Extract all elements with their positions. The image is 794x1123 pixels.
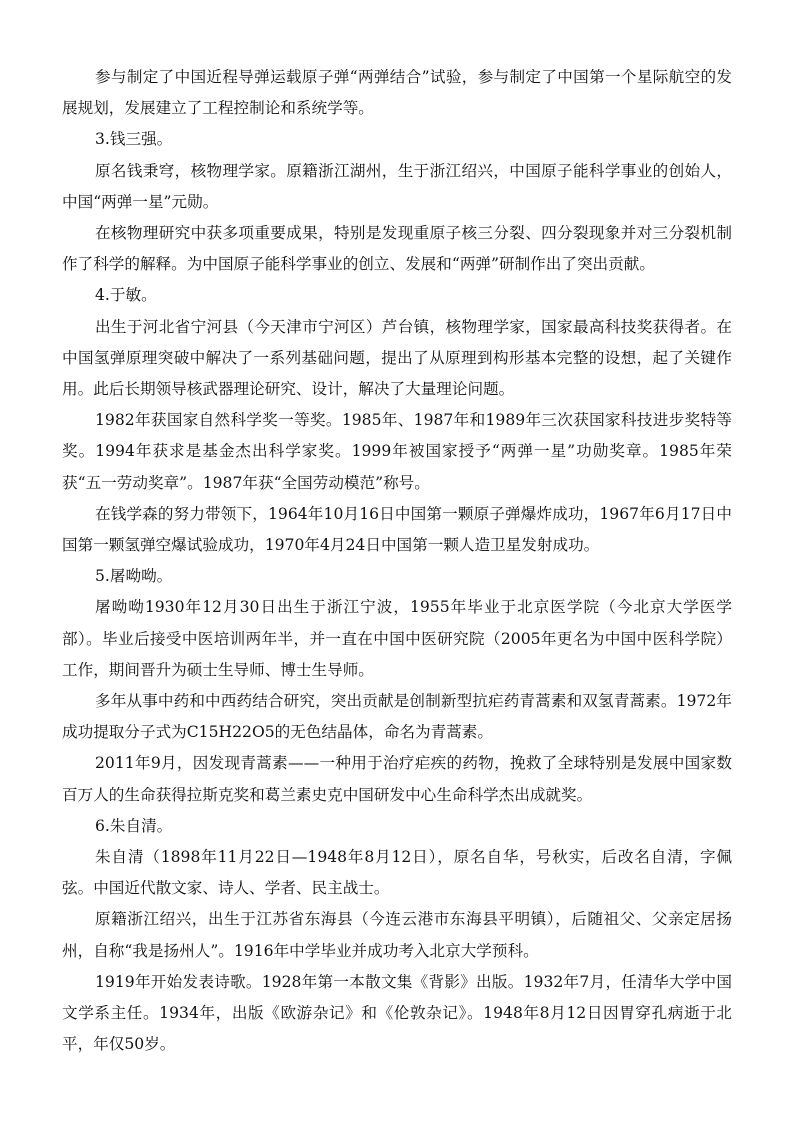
- paragraph-qian-xuesen-contributions: 参与制定了中国近程导弹运载原子弹“两弹结合”试验，参与制定了中国第一个星际航空的发展规划，发展建立了工程控制论和系统学等。: [62, 68, 732, 118]
- heading-zhu-ziqing: 6.朱自清。: [95, 816, 173, 835]
- paragraph-qian-sanqiang-bio: 原名钱秉穹，核物理学家。原籍浙江湖州，生于浙江绍兴，中国原子能科学事业的创始人，中国“两弹一星”元勋。: [62, 161, 732, 211]
- document-page: [62, 62, 732, 1061]
- heading-yu-min: 4.于敏。: [95, 286, 157, 305]
- heading-qian-sanqiang: 3.钱三强。: [95, 130, 173, 149]
- paragraph-yu-min-awards: 1982年获国家自然科学奖一等奖。1985年、1987年和1989年三次获国家科技进步奖特等奖。1994年获求是基金杰出科学家奖。1999年被国家授予“两弹一星”功勋奖章。1985年荣获“五一劳动奖章”。1987年获“全国劳动模范”称号。: [62, 411, 732, 492]
- paragraph-zhu-ziqing-works: 1919年开始发表诗歌。1928年第一本散文集《背影》出版。1932年7月，任清华大学中国文学系主任。1934年，出版《欧游杂记》和《伦敦杂记》。1948年8月12日因胃穿孔病逝于北平，年仅50岁。: [62, 972, 732, 1054]
- heading-tu-youyou: 5.屠呦呦。: [95, 567, 173, 586]
- paragraph-qian-sanqiang-research: 在核物理研究中获多项重要成果，特别是发现重原子核三分裂、四分裂现象并对三分裂机制作了科学的解释。为中国原子能科学事业的创立、发展和“两弹”研制作出了突出贡献。: [62, 224, 732, 274]
- paragraph-tu-youyou-bio: 屠呦呦1930年12月30日出生于浙江宁波，1955年毕业于北京医学院（今北京大学医学部）。毕业后接受中医培训两年半，并一直在中国中医研究院（2005年更名为中国中医科学院）工作，期间晋升为硕士生导师、博士生导师。: [62, 598, 732, 679]
- paragraph-tu-youyou-research: 多年从事中药和中西药结合研究，突出贡献是创制新型抗疟药青蒿素和双氢青蒿素。1972年成功提取分子式为C15H22O5的无色结晶体，命名为青蒿素。: [62, 692, 732, 742]
- paragraph-tu-youyou-award: 2011年9月，因发现青蒿素——一种用于治疗疟疾的药物，挽救了全球特别是发展中国家数百万人的生命获得拉斯克奖和葛兰素史克中国研发中心生命科学杰出成就奖。: [62, 754, 732, 804]
- paragraph-zhu-ziqing-origin: 原籍浙江绍兴，出生于江苏省东海县（今连云港市东海县平明镇），后随祖父、父亲定居扬州，自称“我是扬州人”。1916年中学毕业并成功考入北京大学预科。: [62, 910, 732, 960]
- paragraph-yu-min-bio: 出生于河北省宁河县（今天津市宁河区）芦台镇，核物理学家，国家最高科技奖获得者。在中国氢弹原理突破中解决了一系列基础问题，提出了从原理到构形基本完整的设想，起了关键作用。此后长期领导核武器理论研究、设计，解决了大量理论问题。: [62, 317, 732, 399]
- paragraph-milestones: 在钱学森的努力带领下，1964年10月16日中国第一颗原子弹爆炸成功，1967年6月17日中国第一颗氢弹空爆试验成功，1970年4月24日中国第一颗人造卫星发射成功。: [62, 504, 732, 555]
- paragraph-zhu-ziqing-bio: 朱自清（1898年11月22日—1948年8月12日），原名自华，号秋实，后改名自清，字佩弦。中国近代散文家、诗人、学者、民主战士。: [62, 848, 732, 898]
